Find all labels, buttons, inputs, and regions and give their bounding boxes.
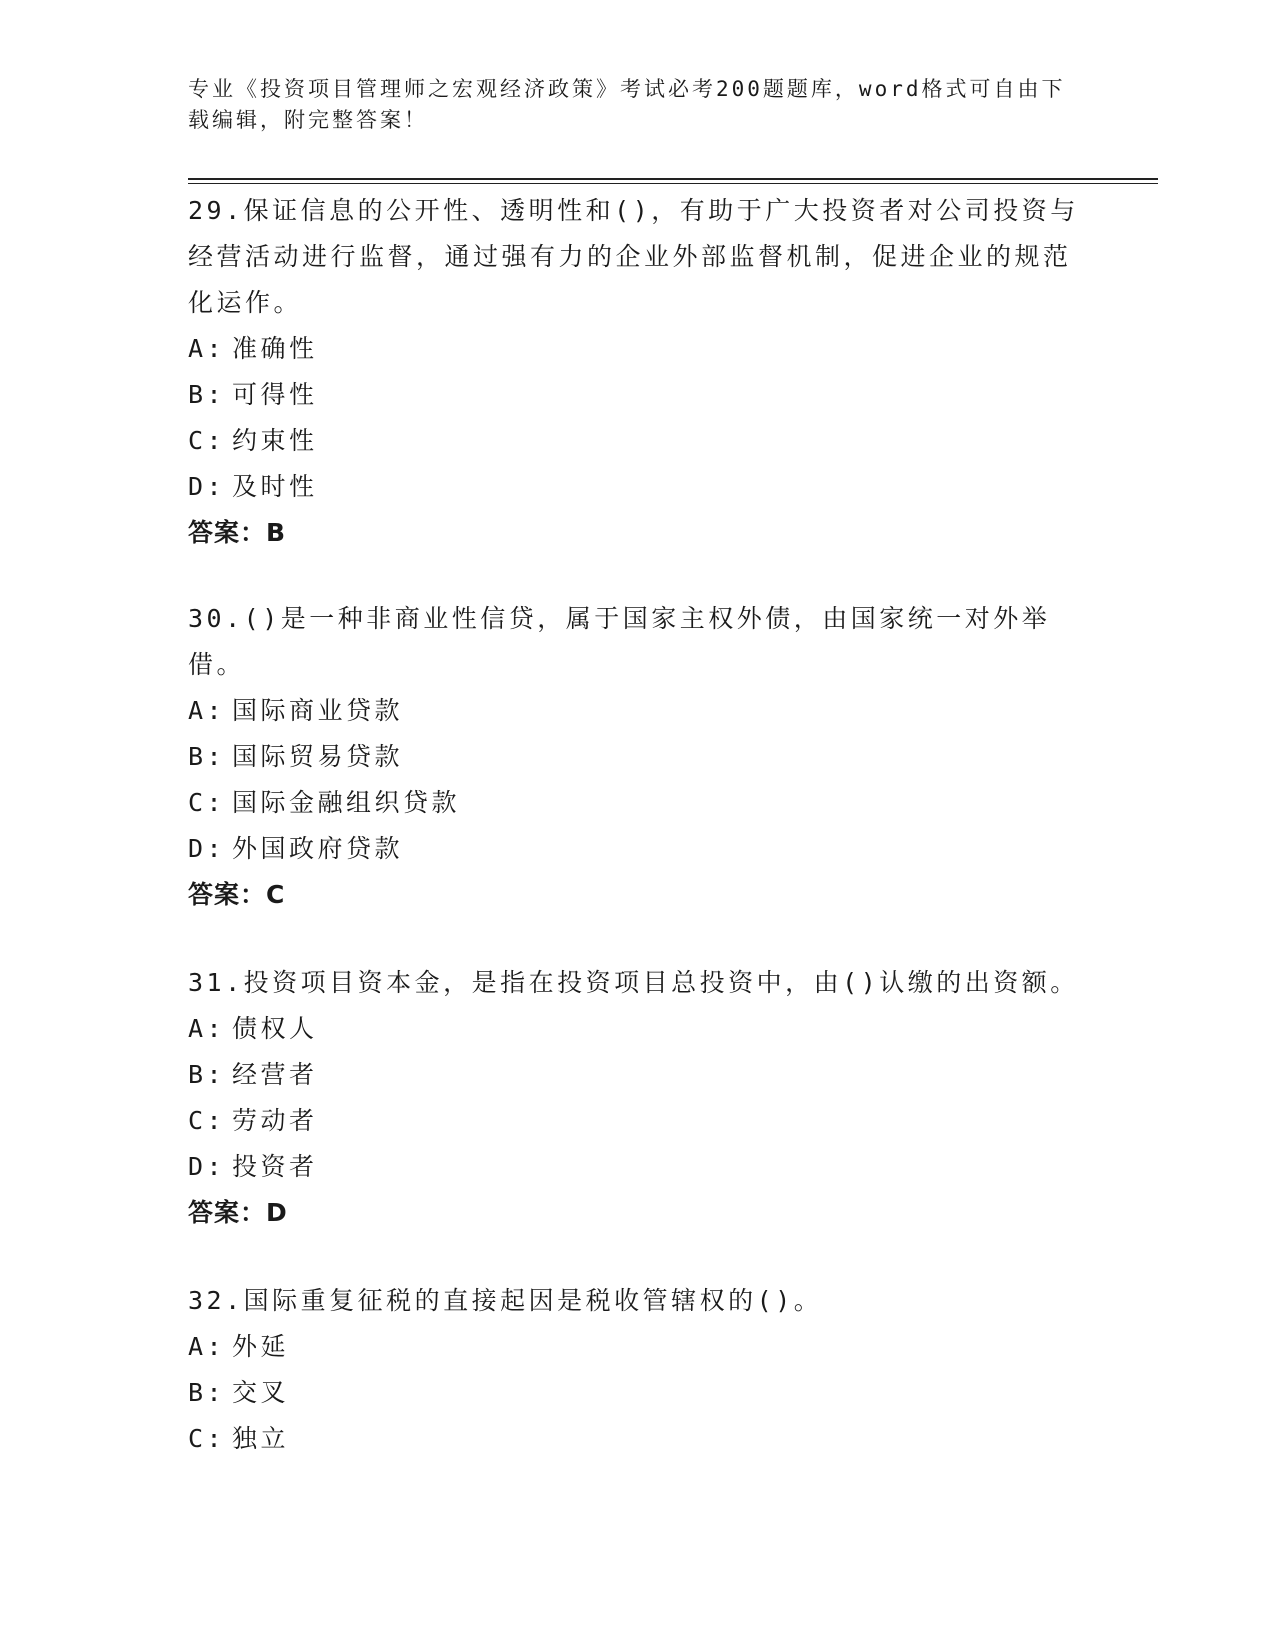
option-key: B: <box>188 742 226 771</box>
question-30 <box>188 596 1088 918</box>
option-c <box>188 1416 1088 1462</box>
option-key: C: <box>188 1106 226 1135</box>
option-key: D: <box>188 472 226 501</box>
option-c <box>188 1098 1088 1144</box>
option-key: C: <box>188 1424 226 1453</box>
option-d <box>188 1144 1088 1190</box>
answer-line: 答案：C <box>188 880 286 909</box>
option-b <box>188 1370 1088 1416</box>
question-31 <box>188 960 1088 1236</box>
option-text: 外国政府贷款 <box>232 834 404 863</box>
option-key: B: <box>188 1060 226 1089</box>
option-key: A: <box>188 1014 226 1043</box>
option-c <box>188 418 1088 464</box>
option-text: 国际商业贷款 <box>232 696 404 725</box>
option-a <box>188 1324 1088 1370</box>
option-b <box>188 372 1088 418</box>
option-text: 国际金融组织贷款 <box>232 788 461 817</box>
question-stem: 30.()是一种非商业性信贷，属于国家主权外债，由国家统一对外举借。 <box>188 604 1051 679</box>
option-text: 及时性 <box>232 472 318 501</box>
question-32 <box>188 1278 1088 1462</box>
option-key: D: <box>188 834 226 863</box>
option-text: 经营者 <box>232 1060 318 1089</box>
option-b <box>188 1052 1088 1098</box>
option-text: 国际贸易贷款 <box>232 742 404 771</box>
option-c <box>188 780 1088 826</box>
option-text: 债权人 <box>232 1014 318 1043</box>
question-29 <box>188 188 1088 556</box>
option-text: 投资者 <box>232 1152 318 1181</box>
option-text: 独立 <box>232 1424 290 1453</box>
option-key: C: <box>188 426 226 455</box>
document-header: 专业《投资项目管理师之宏观经济政策》考试必考200题题库，word格式可自由下载编辑，附完整答案！ <box>188 77 1066 132</box>
header-divider-thick <box>188 178 1158 180</box>
option-d <box>188 826 1088 872</box>
question-stem: 32.国际重复征税的直接起因是税收管辖权的()。 <box>188 1286 823 1315</box>
option-a <box>188 1006 1088 1052</box>
option-key: D: <box>188 1152 226 1181</box>
option-key: B: <box>188 1378 226 1407</box>
header-divider-thin <box>188 183 1158 184</box>
question-stem: 31.投资项目资本金，是指在投资项目总投资中，由()认缴的出资额。 <box>188 968 1079 997</box>
question-stem: 29.保证信息的公开性、透明性和()，有助于广大投资者对公司投资与经营活动进行监督，通过强有力的企业外部监督机制，促进企业的规范化运作。 <box>188 196 1079 317</box>
option-text: 可得性 <box>232 380 318 409</box>
option-b <box>188 734 1088 780</box>
answer-line: 答案：B <box>188 518 287 547</box>
option-text: 约束性 <box>232 426 318 455</box>
option-key: A: <box>188 1332 226 1361</box>
option-key: A: <box>188 334 226 363</box>
option-key: C: <box>188 788 226 817</box>
option-text: 劳动者 <box>232 1106 318 1135</box>
answer-line: 答案：D <box>188 1198 288 1227</box>
option-key: A: <box>188 696 226 725</box>
option-a <box>188 326 1088 372</box>
option-text: 交叉 <box>232 1378 290 1407</box>
option-a <box>188 688 1088 734</box>
option-key: B: <box>188 380 226 409</box>
option-text: 准确性 <box>232 334 318 363</box>
option-d <box>188 464 1088 510</box>
option-text: 外延 <box>232 1332 290 1361</box>
